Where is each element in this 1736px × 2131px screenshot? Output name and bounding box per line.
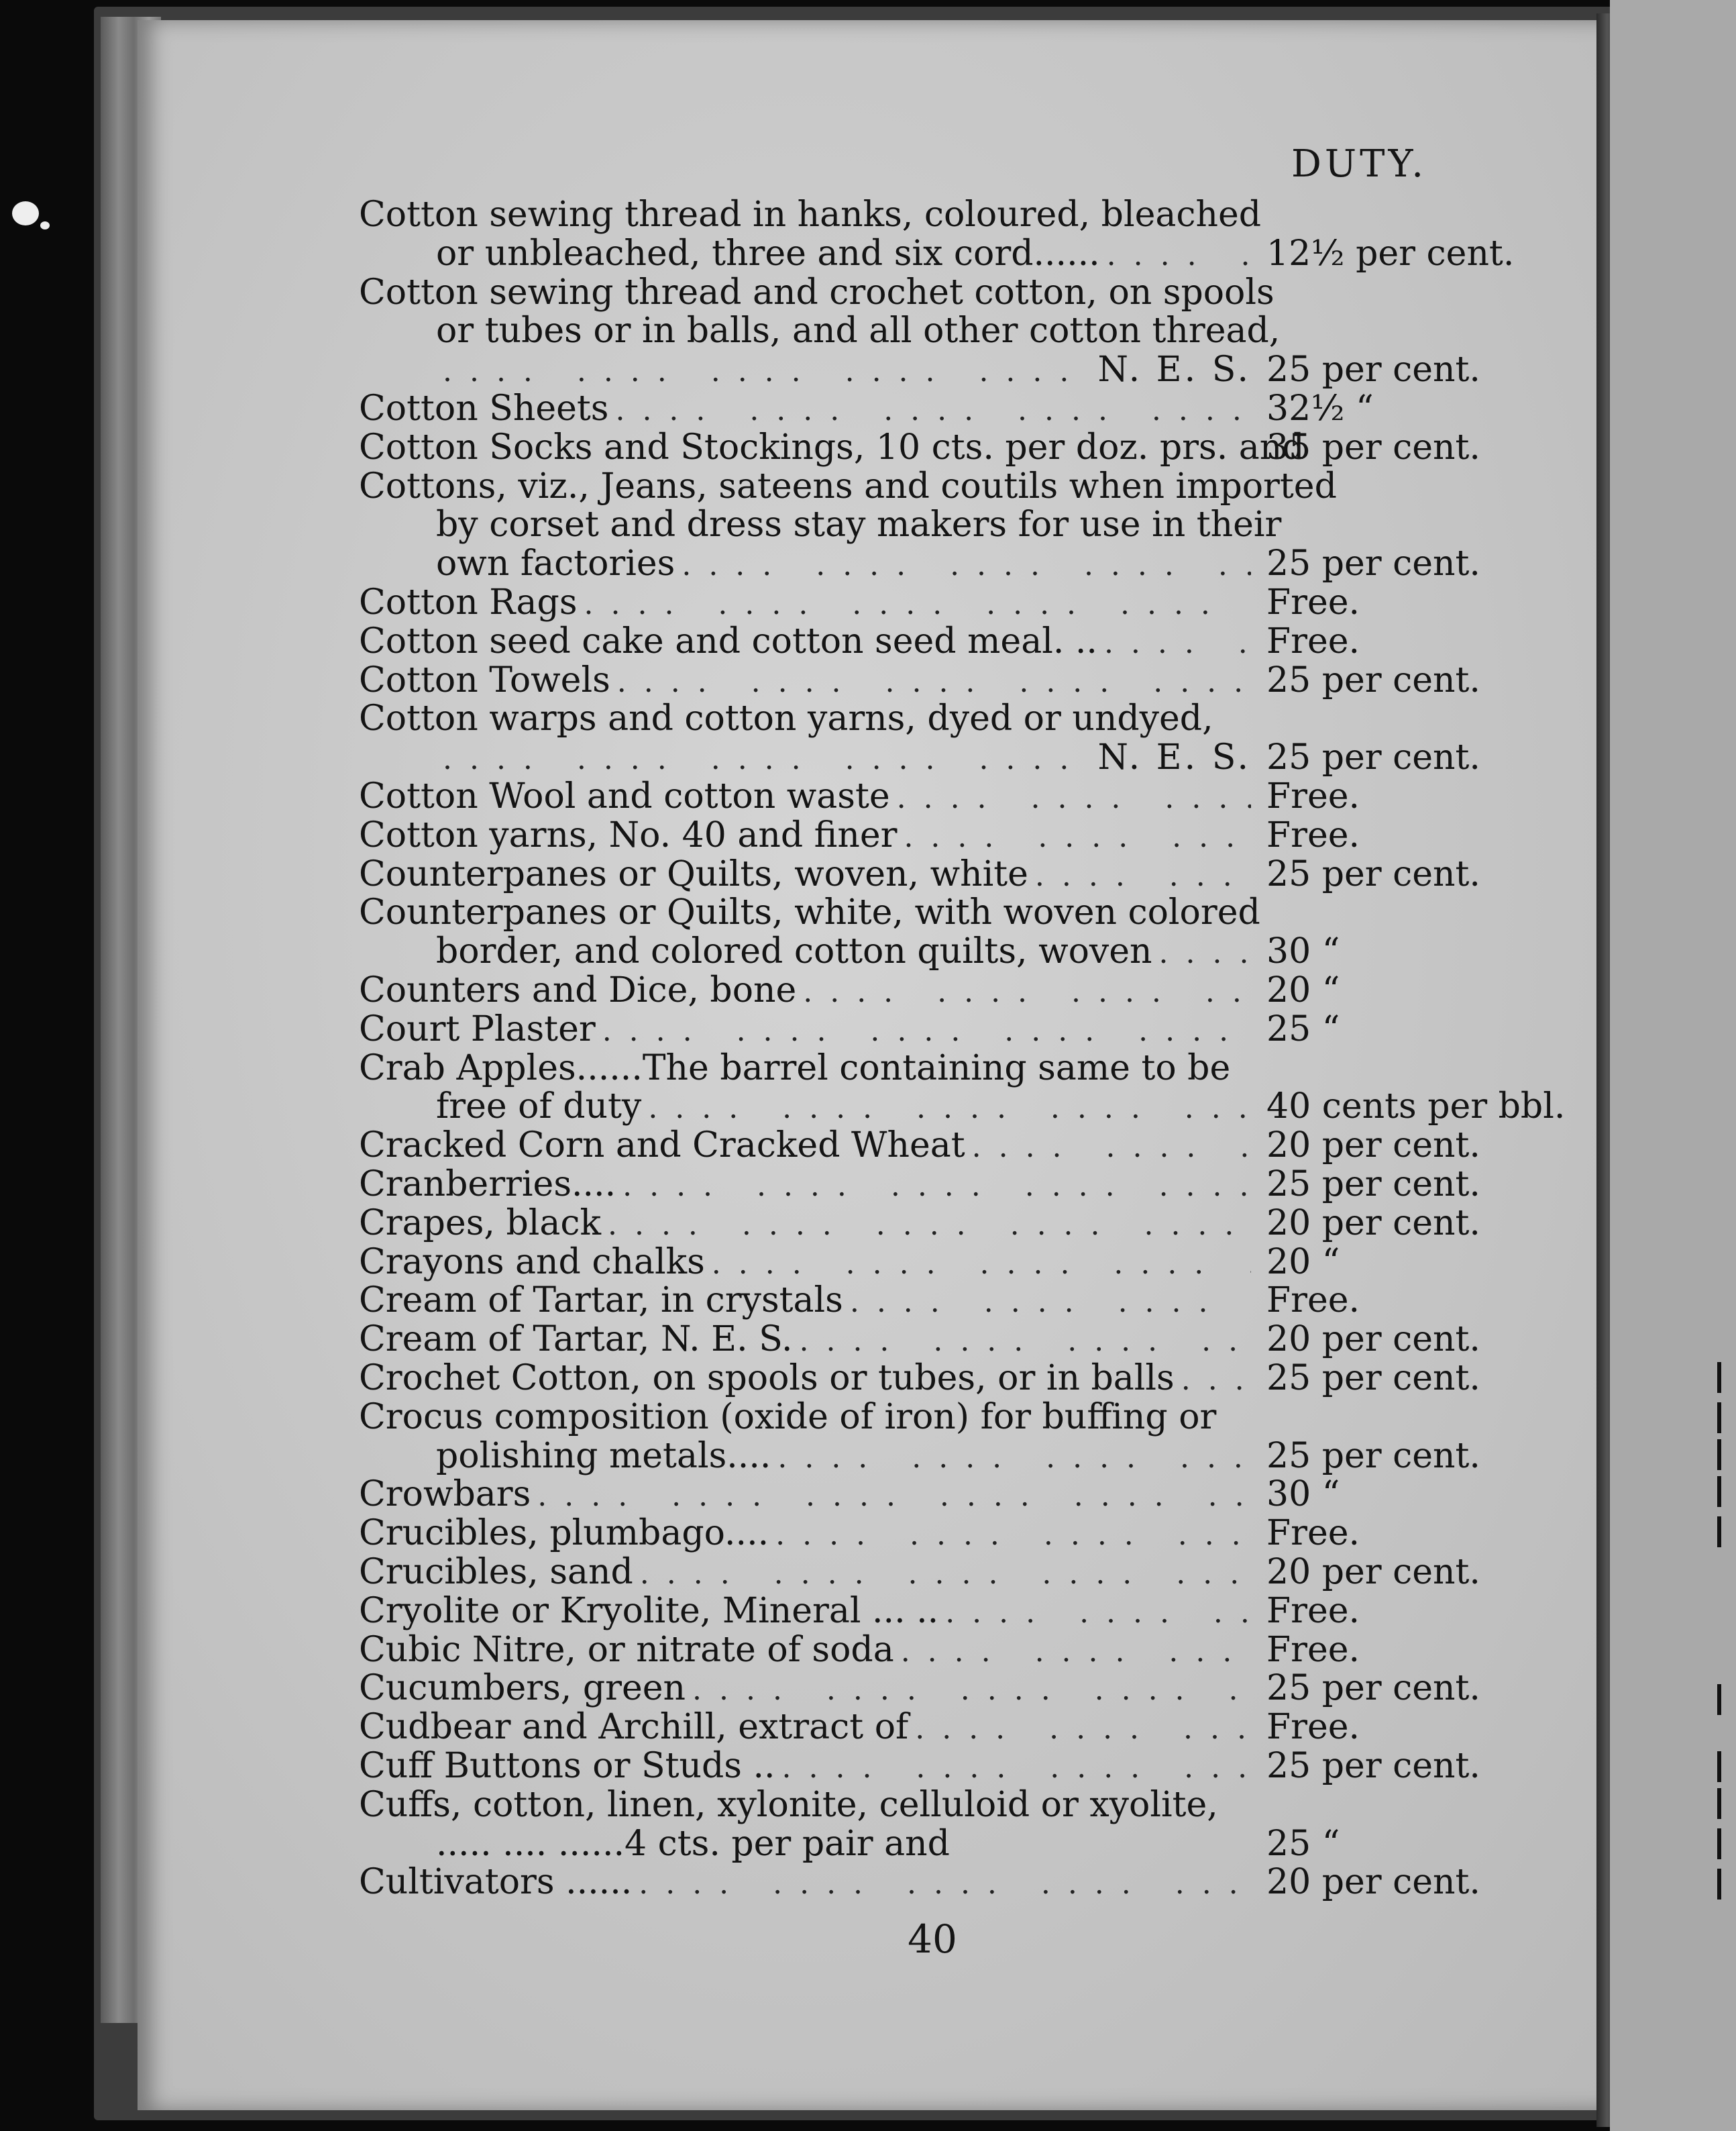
duty-rate: 25 “ <box>1266 1824 1340 1864</box>
item-text: Cotton sewing thread and crochet cotton, on spools <box>359 272 1274 313</box>
item-text: Cotton Towels <box>359 660 610 700</box>
item-text: by corset and dress stay makers for use in their <box>436 505 1282 545</box>
item-text: Cotton Sheets <box>359 388 609 429</box>
item-text: Counters and Dice, bone <box>359 970 797 1010</box>
tariff-line <box>359 1630 1251 1670</box>
tariff-line <box>359 1746 1251 1786</box>
duty-rate: 25 per cent. <box>1266 854 1480 894</box>
duty-rate: Free. <box>1266 815 1360 855</box>
duty-rate: 25 per cent. <box>1266 1668 1480 1708</box>
tariff-line <box>359 1474 1251 1514</box>
tariff-line <box>359 698 1251 739</box>
item-text: Cryolite or Kryolite, Mineral ... .. <box>359 1591 939 1631</box>
item-text: Cotton Socks and Stockings, 10 cts. per doz. prs. and <box>359 427 1305 468</box>
facing-page-glyph-fragment <box>1717 1516 1721 1547</box>
facing-page-glyph-fragment <box>1717 1751 1721 1782</box>
item-text: Cotton Rags <box>359 582 578 623</box>
dot-leader <box>782 1751 1251 1785</box>
duty-rate: 25 “ <box>1266 1009 1340 1049</box>
duty-rate: Free. <box>1266 1591 1360 1631</box>
duty-rate: 20 per cent. <box>1266 1125 1480 1165</box>
facing-page-glyph-fragment <box>1717 1439 1721 1470</box>
tariff-line <box>359 1862 1251 1902</box>
tariff-line <box>359 1785 1251 1825</box>
tariff-line <box>359 660 1251 700</box>
facing-page-glyph-fragment <box>1717 1869 1721 1900</box>
item-text: Cultivators ...... <box>359 1862 633 1902</box>
item-text: ..... .... ......4 cts. per pair and <box>436 1824 950 1864</box>
item-text: Crucibles, plumbago.... <box>359 1513 769 1553</box>
item-text: Crayons and chalks <box>359 1242 705 1282</box>
dot-leader <box>1035 859 1251 893</box>
tariff-line <box>359 466 1337 507</box>
duty-rate: 20 per cent. <box>1266 1203 1480 1243</box>
dot-leader <box>800 1324 1252 1358</box>
tariff-line <box>359 1591 1251 1631</box>
dot-leader <box>622 1169 1251 1203</box>
dot-leader <box>945 1596 1251 1630</box>
tariff-line <box>359 1397 1251 1437</box>
tariff-line <box>436 1824 1251 1864</box>
duty-rate: 35 per cent. <box>1266 427 1480 468</box>
dot-leader <box>915 1712 1251 1746</box>
item-text: Cracked Corn and Cracked Wheat <box>359 1125 965 1165</box>
item-text: Cuffs, cotton, linen, xylonite, celluloid or xyolite, <box>359 1785 1218 1825</box>
duty-rate: 30 “ <box>1266 1474 1340 1514</box>
item-text: or tubes or in balls, and all other cotton thread, <box>436 311 1281 351</box>
tariff-line <box>436 505 1282 545</box>
dot-leader <box>608 1208 1251 1242</box>
facing-page-glyph-fragment <box>1717 1684 1721 1715</box>
item-text: Cucumbers, green <box>359 1668 686 1708</box>
item-text: Counterpanes or Quilts, white, with woven colored <box>359 892 1260 933</box>
page-number: 40 <box>908 1916 957 1962</box>
item-text: Crocus composition (oxide of iron) for buffing or <box>359 1397 1217 1437</box>
duty-rate: 25 per cent. <box>1266 1164 1480 1204</box>
duty-rate: 20 “ <box>1266 1242 1340 1282</box>
item-text: Crab Apples......The barrel containing same to be <box>359 1048 1231 1088</box>
tariff-line <box>436 543 1251 584</box>
tariff-line <box>436 350 1251 390</box>
duty-rate: 20 per cent. <box>1266 1862 1480 1902</box>
tariff-line <box>359 621 1251 662</box>
tariff-line <box>359 1319 1251 1359</box>
dot-leader <box>602 1014 1251 1048</box>
tariff-line <box>359 776 1251 817</box>
dot-leader <box>443 354 1088 388</box>
item-text: Cream of Tartar, in crystals <box>359 1280 843 1320</box>
dot-leader <box>775 1518 1251 1552</box>
item-text: or unbleached, three and six cord...... <box>436 233 1100 274</box>
duty-rate: 20 “ <box>1266 970 1340 1010</box>
duty-rate: Free. <box>1266 1707 1360 1747</box>
duty-rate: 40 cents per bbl. <box>1266 1086 1566 1127</box>
dot-leader <box>1181 1363 1251 1397</box>
duty-rate: 25 per cent. <box>1266 350 1480 390</box>
dot-leader <box>901 1634 1251 1669</box>
dot-leader <box>640 1557 1251 1591</box>
duty-rate: 25 per cent. <box>1266 1436 1480 1476</box>
duty-rate: 12½ per cent. <box>1266 233 1515 274</box>
item-text: Cotton seed cake and cotton seed meal. .. <box>359 621 1097 662</box>
dot-leader <box>897 781 1251 815</box>
tariff-line <box>359 892 1260 933</box>
dot-leader <box>712 1247 1251 1281</box>
tariff-line <box>359 1125 1251 1165</box>
duty-rate: Free. <box>1266 1630 1360 1670</box>
item-text: Crochet Cotton, on spools or tubes, or in balls <box>359 1358 1175 1398</box>
duty-rate: 25 per cent. <box>1266 660 1480 700</box>
tariff-line <box>359 1552 1251 1592</box>
tariff-line <box>359 1668 1251 1708</box>
tariff-line <box>436 233 1251 274</box>
dot-leader <box>584 587 1251 621</box>
nes-abbreviation: N. E. S. <box>1097 737 1251 778</box>
facing-page-glyph-fragment <box>1717 1476 1721 1507</box>
item-text: Cotton Wool and cotton waste <box>359 776 890 817</box>
dot-leader <box>648 1091 1251 1125</box>
duty-rate: Free. <box>1266 1513 1360 1553</box>
tariff-line <box>436 1086 1251 1127</box>
tariff-line <box>359 854 1251 894</box>
item-text: polishing metals.... <box>436 1436 771 1476</box>
item-text: Cotton warps and cotton yarns, dyed or undyed, <box>359 698 1213 739</box>
tariff-line <box>359 1009 1251 1049</box>
tariff-line <box>359 582 1251 623</box>
tariff-line <box>359 1203 1251 1243</box>
dot-leader <box>639 1867 1251 1901</box>
item-text: Cudbear and Archill, extract of <box>359 1707 909 1747</box>
item-text: Cream of Tartar, N. E. S. <box>359 1319 793 1359</box>
item-text: Cranberries.... <box>359 1164 616 1204</box>
duty-rate: 32½ “ <box>1266 388 1374 429</box>
tariff-line <box>359 388 1251 429</box>
item-text: Court Plaster <box>359 1009 596 1049</box>
item-text: Counterpanes or Quilts, woven, white <box>359 854 1028 894</box>
dot-leader <box>692 1673 1251 1707</box>
item-text: Cottons, viz., Jeans, sateens and coutils when imported <box>359 466 1337 507</box>
facing-page-glyph-fragment <box>1717 1788 1721 1819</box>
dot-leader <box>1104 626 1251 660</box>
item-text: free of duty <box>436 1086 642 1127</box>
tariff-line <box>359 195 1262 235</box>
tariff-line <box>359 970 1251 1010</box>
duty-rate: Free. <box>1266 621 1360 662</box>
facing-page-glyph-fragment <box>1717 1362 1721 1393</box>
item-text: border, and colored cotton quilts, woven <box>436 931 1152 972</box>
duty-rate: 25 per cent. <box>1266 737 1480 778</box>
duty-rate: Free. <box>1266 582 1360 623</box>
nes-abbreviation: N. E. S. <box>1097 350 1251 390</box>
duty-rate: 20 per cent. <box>1266 1552 1480 1592</box>
tariff-line <box>359 1164 1251 1204</box>
tariff-line <box>436 737 1251 778</box>
tariff-line <box>359 427 1305 468</box>
facing-page-glyph-fragment <box>1717 1402 1721 1433</box>
item-text: Cotton yarns, No. 40 and finer <box>359 815 898 855</box>
facing-page-glyph-fragment <box>1717 1828 1721 1859</box>
item-text: own factories <box>436 543 675 584</box>
item-text: Cuff Buttons or Studs .. <box>359 1746 775 1786</box>
tariff-line <box>359 1707 1251 1747</box>
item-text: Cotton sewing thread in hanks, coloured, bleached <box>359 195 1262 235</box>
duty-rate: 20 per cent. <box>1266 1319 1480 1359</box>
duty-rate: 25 per cent. <box>1266 1358 1480 1398</box>
tariff-line <box>359 1280 1251 1320</box>
tariff-line <box>359 1242 1251 1282</box>
duty-rate: 25 per cent. <box>1266 1746 1480 1786</box>
item-text: Crapes, black <box>359 1203 602 1243</box>
dot-leader <box>1159 936 1251 970</box>
tariff-line <box>359 1513 1251 1553</box>
dot-leader <box>1107 238 1251 272</box>
tariff-line <box>436 311 1281 351</box>
dot-leader <box>803 975 1251 1009</box>
duty-rate: 25 per cent. <box>1266 543 1480 584</box>
dot-leader <box>617 665 1251 699</box>
duty-rate: Free. <box>1266 1280 1360 1320</box>
dot-leader <box>615 393 1251 427</box>
dot-leader <box>904 820 1251 854</box>
tariff-line <box>436 1436 1251 1476</box>
tariff-line <box>359 815 1251 855</box>
tariff-line <box>359 1358 1251 1398</box>
dot-leader <box>972 1130 1251 1164</box>
item-text: Cubic Nitre, or nitrate of soda <box>359 1630 894 1670</box>
dot-leader <box>443 742 1088 776</box>
duty-rate: Free. <box>1266 776 1360 817</box>
tariff-line <box>436 931 1251 972</box>
item-text: Crucibles, sand <box>359 1552 633 1592</box>
duty-column-heading: DUTY. <box>1291 142 1427 186</box>
duty-rate: 30 “ <box>1266 931 1340 972</box>
tariff-line <box>359 1048 1251 1088</box>
item-text: Crowbars <box>359 1474 531 1514</box>
tariff-line <box>359 272 1274 313</box>
dot-leader <box>682 548 1251 582</box>
dot-leader <box>537 1479 1251 1513</box>
dot-leader <box>850 1285 1251 1319</box>
dot-leader <box>777 1441 1251 1475</box>
